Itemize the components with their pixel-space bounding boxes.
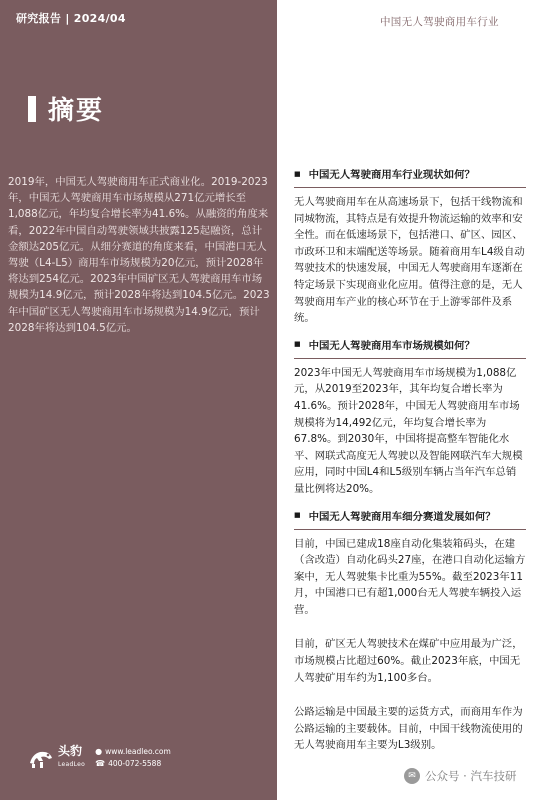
report-header-label: 研究报告 | 2024/04 [16, 12, 126, 25]
section-heading-text: 中国无人驾驶商用车市场规模如何？ [308, 339, 475, 352]
section-paragraph: 目前，中国已建成18座自动化集装箱码头，在建（含改造）自动化码头27座，在港口自动化运输方案中，无人驾驶集卡比重为55%。截至2023年11月，中国港口已有超1,000台无人驾驶车辆投入运营。 [294, 537, 526, 616]
square-bullet-icon: ■ [294, 169, 301, 178]
industry-header-label: 中国无人驾驶商用车行业 [380, 16, 499, 28]
section-heading [294, 337, 526, 359]
page-title: 摘要 [48, 96, 105, 126]
leopard-logo-icon [28, 747, 54, 769]
phone-row [95, 758, 171, 770]
section-heading [294, 166, 526, 188]
page-title-block [28, 90, 104, 127]
watermark-label: 公众号 · 汽车技研 [425, 769, 517, 783]
contact-info [95, 746, 171, 770]
paragraph-spacer [294, 618, 526, 636]
section-market-size [294, 337, 526, 498]
wechat-watermark [404, 768, 516, 784]
section-paragraph: 2023年中国无人驾驶商用车市场规模为1,088亿元，从2019至2023年，其年均复合增长率为41.6%。预计2028年，中国无人驾驶商用车市场规模将为14,492亿元，年均复合增长率为67.8%。到2030年，中国将提高整车智能化水平、网联式高度无人驾驶以及智能网联汽车大规模应用，同时中国L4和L5级别车辆占当年汽车总销量比例将达20%。 [294, 366, 523, 495]
brand-subname: LeadLeo [58, 761, 86, 768]
summary-paragraph: 2019年，中国无人驾驶商用车正式商业化。2019-2023年，中国无人驾驶商用车市场规模从271亿元增长至1,088亿元，年均复合增长率为41.6%。从融资的角度来看，2022年中国自动驾驶领域共披露125起融资，总计金额达205亿元。从细分赛道的角度来看，中国港口无人驾驶（L4-L5）商用车市场规模为20亿元，预计2028年将达到254亿元。2023年中国矿区无人驾驶商用车市场规模为14.9亿元，预计2028年将达到104.5亿元。2023年中国矿区无人驾驶商用车市场规模为14.9亿元，预计2028年将达到104.5亿元。 [8, 176, 270, 334]
phone-number: 400-072-5588 [108, 759, 162, 768]
square-bullet-icon: ■ [294, 511, 301, 519]
title-accent-bar [28, 96, 36, 122]
website-link[interactable]: www.leadleo.com [105, 747, 171, 756]
section-heading-text: 中国无人驾驶商用车行业现状如何？ [308, 169, 475, 181]
section-heading-text: 中国无人驾驶商用车细分赛道发展如何？ [308, 510, 496, 523]
section-paragraph: 公路运输是中国最主要的运货方式，而商用车作为公路运输的主要载体。目前，中国干线物流使用的无人驾驶商用车主要为L3级别。 [294, 706, 523, 752]
right-column [294, 166, 526, 764]
website-row [95, 746, 171, 758]
footer [28, 745, 171, 771]
brand-logo [58, 745, 85, 771]
square-bullet-icon: ■ [294, 340, 301, 349]
paragraph-spacer [294, 686, 526, 704]
section-segments [294, 508, 526, 755]
section-heading [294, 508, 526, 530]
section-status [294, 166, 526, 327]
section-paragraph: 目前，矿区无人驾驶技术在煤矿中应用最为广泛，市场规模占比超过60%。截止2023年底，中国无人驾驶矿用车约为1,100多台。 [294, 638, 523, 684]
phone-icon: ☎ [95, 759, 106, 768]
brand-name: 头豹 [58, 744, 83, 758]
section-paragraph: 无人驾驶商用车在从高速场景下，包括干线物流和同城物流，其特点是有效提升物流运输的效率和安全性。而在低速场景下，包括港口、矿区、园区、市政环卫和末端配送等场景。随着商用车L4级自动驾驶技术的快速发展，中国无人驾驶商用车逐渐在特定场景下实现商业化应用。值得注意的是，无人驾驶商用车产业的核心环节在于上游零部件及系统。 [294, 196, 525, 325]
globe-icon: ● [95, 747, 103, 756]
wechat-icon: ✉ [404, 768, 420, 784]
summary-text [8, 174, 272, 336]
